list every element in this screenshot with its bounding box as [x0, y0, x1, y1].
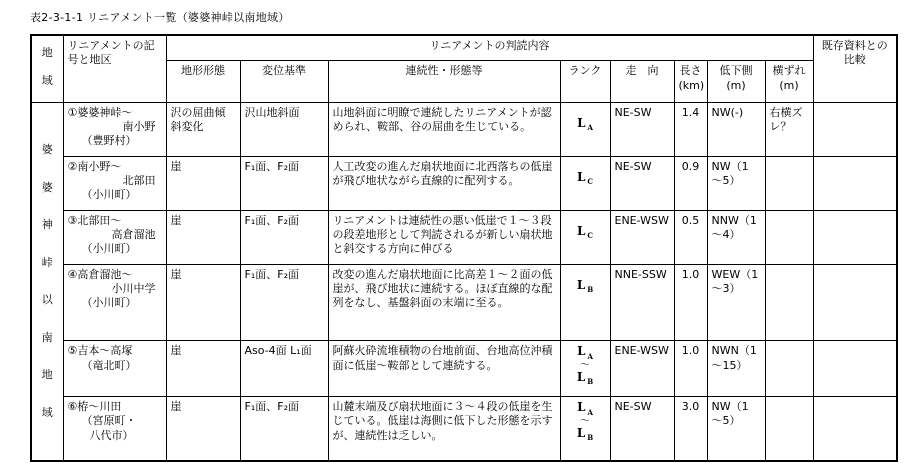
rank-sub: B: [587, 433, 594, 443]
table-row: [31, 210, 897, 264]
rank-range-tilde: ～: [580, 415, 590, 427]
rank-letter: L: [576, 169, 586, 184]
rank-letter: L: [576, 277, 586, 292]
symbol-line: ②南小野～: [67, 159, 122, 173]
symbol-line: （豊野村）: [81, 134, 137, 148]
region-char: 以: [41, 293, 53, 307]
symbol-line: 高倉溜池: [111, 227, 156, 241]
continuity-cell: 山地斜面に明瞭で連続したリニアメントが認められ、鞍部、谷の屈曲を生じている。: [328, 102, 560, 156]
strike-cell: NE-SW: [610, 102, 674, 156]
symbol-line: ①婆婆神峠～: [67, 105, 133, 119]
offset-cell: [765, 397, 813, 461]
symbol-line: （小川町）: [81, 242, 137, 256]
strike-cell: NE-SW: [610, 156, 674, 210]
header-length: 長さ(km): [674, 61, 707, 102]
symbol-line: （小川町）: [81, 296, 137, 310]
offset-cell: [765, 210, 813, 264]
rank-cell: [560, 102, 610, 156]
terrain-cell: 崖: [166, 210, 240, 264]
header-row-top: [31, 35, 897, 61]
rank-cell: [560, 397, 610, 461]
strike-cell: NNE-SSW: [610, 264, 674, 341]
comparison-cell: [813, 156, 897, 210]
length-cell: 1.4: [674, 102, 707, 156]
region-char: 峠: [41, 255, 53, 269]
symbol-cell: [63, 397, 166, 461]
strike-cell: ENE-WSW: [610, 210, 674, 264]
down-side-cell: NWN（1 ～15）: [707, 341, 765, 397]
comparison-cell: [813, 341, 897, 397]
length-cell: 1.0: [674, 341, 707, 397]
continuity-cell: リニアメントは連続性の悪い低崖で１～３段の段差地形として判読されるが新しい扇状地と斜交する方向に伸びる: [328, 210, 560, 264]
symbol-line: ④高倉溜池～: [67, 267, 133, 281]
rank-letter: L: [576, 425, 586, 440]
table-row: [31, 264, 897, 341]
offset-cell: [765, 341, 813, 397]
rank-sub: A: [587, 351, 593, 361]
comparison-cell: [813, 102, 897, 156]
region-char: 婆: [41, 143, 53, 157]
rank-letter: L: [576, 369, 586, 384]
length-cell: 0.9: [674, 156, 707, 210]
header-area-char: 域: [41, 73, 53, 87]
terrain-cell: 崖: [166, 397, 240, 461]
region-cell: [31, 102, 63, 461]
rank-sub: B: [587, 284, 594, 294]
rank-cell: [560, 210, 610, 264]
symbol-line: 北部田: [122, 174, 156, 188]
symbol-line: 南小野: [122, 120, 156, 134]
rank-sub: B: [587, 377, 594, 387]
header-rank: ランク: [560, 61, 610, 102]
rank-sub: A: [587, 407, 593, 417]
rank-sub: C: [587, 177, 593, 187]
offset-cell: [765, 156, 813, 210]
rank-sub: C: [587, 231, 593, 241]
symbol-line: ③北部田～: [67, 213, 122, 227]
rank-letter: L: [577, 115, 586, 130]
comparison-cell: [813, 210, 897, 264]
header-content: リニアメントの判読内容: [166, 35, 813, 61]
region-char: 南: [41, 330, 53, 344]
header-comparison: 既存資料との比較: [813, 35, 897, 102]
down-side-cell: NW（1 ～5）: [707, 156, 765, 210]
header-continuity: 連続性・形態等: [328, 61, 560, 102]
down-side-cell: NNW（1 ～4）: [707, 210, 765, 264]
strike-cell: ENE-WSW: [610, 341, 674, 397]
table-row: [31, 397, 897, 461]
header-strike: 走 向: [610, 61, 674, 102]
symbol-cell: [63, 102, 166, 156]
table-row: [31, 102, 897, 156]
continuity-cell: 人工改変の進んだ扇状地面に北西落ちの低崖が飛び地状ながら直線的に配列する。: [328, 156, 560, 210]
terrain-cell: 崖: [166, 264, 240, 341]
region-char: 地: [41, 368, 53, 382]
table-row: [31, 341, 897, 397]
length-cell: 0.5: [674, 210, 707, 264]
region-char: 域: [41, 405, 53, 419]
symbol-line: 八代市）: [89, 428, 134, 442]
displacement-cell: F₁面、F₂面: [240, 397, 328, 461]
table-caption: 表2-3-1-1 リニアメント一覧（婆婆神峠以南地域）: [30, 11, 290, 24]
displacement-cell: 沢山地斜面: [240, 102, 328, 156]
rank-cell: [560, 156, 610, 210]
continuity-cell: 山麓末端及び扇状地面に３～４段の低崖を生じている。低崖は海側に低下した形態を示すが、連続性は乏しい。: [328, 397, 560, 461]
down-side-cell: NW（1 ～5）: [707, 397, 765, 461]
symbol-cell: [63, 264, 166, 341]
symbol-line: （小川町）: [81, 188, 137, 202]
offset-cell: 右横ズレ？: [765, 102, 813, 156]
symbol-cell: [63, 210, 166, 264]
comparison-cell: [813, 264, 897, 341]
table-row: [31, 156, 897, 210]
symbol-line: ⑥栫～川田: [67, 400, 122, 414]
header-down-side: 低下側(m): [707, 61, 765, 102]
length-cell: 1.0: [674, 264, 707, 341]
symbol-cell: [63, 341, 166, 397]
symbol-line: ⑤吉本～高塚: [67, 344, 133, 358]
symbol-line: （竜北町）: [81, 358, 137, 372]
rank-letter: L: [577, 344, 586, 359]
lineament-table: [30, 34, 898, 462]
header-symbol: リニアメントの記号と地区: [63, 35, 166, 102]
down-side-cell: NW(-): [707, 102, 765, 156]
comparison-cell: [813, 397, 897, 461]
displacement-cell: F₁面、F₂面: [240, 156, 328, 210]
continuity-cell: 改変の進んだ扇状地面に比高差１～２面の低崖が、飛び地状に連続する。ほぼ直線的な配列をなし、基盤斜面の末端に至る。: [328, 264, 560, 341]
rank-sub: A: [587, 123, 593, 133]
displacement-cell: Aso-4面 L₁面: [240, 341, 328, 397]
header-displacement: 変位基準: [240, 61, 328, 102]
header-terrain: 地形形態: [166, 61, 240, 102]
rank-cell: [560, 264, 610, 341]
rank-letter: L: [576, 223, 586, 238]
terrain-cell: 沢の屈曲傾斜変化: [166, 102, 240, 156]
symbol-line: 小川中学: [111, 281, 156, 295]
offset-cell: [765, 264, 813, 341]
rank-range-tilde: ～: [580, 359, 590, 371]
terrain-cell: 崖: [166, 341, 240, 397]
displacement-cell: F₁面、F₂面: [240, 210, 328, 264]
header-area-char: 地: [41, 45, 53, 59]
region-char: 婆: [41, 180, 53, 194]
displacement-cell: F₁面、F₂面: [240, 264, 328, 341]
symbol-cell: [63, 156, 166, 210]
strike-cell: NE-SW: [610, 397, 674, 461]
header-offset: 横ずれ(m): [765, 61, 813, 102]
header-area: [31, 35, 63, 102]
terrain-cell: 崖: [166, 156, 240, 210]
symbol-line: （宮原町・: [81, 414, 137, 428]
down-side-cell: WEW（1 ～3）: [707, 264, 765, 341]
rank-cell: [560, 341, 610, 397]
rank-letter: L: [577, 400, 586, 415]
length-cell: 3.0: [674, 397, 707, 461]
continuity-cell: 阿蘇火砕流堆積物の台地前面、台地高位沖積面に低崖～鞍部として連続する。: [328, 341, 560, 397]
region-char: 神: [41, 218, 53, 232]
